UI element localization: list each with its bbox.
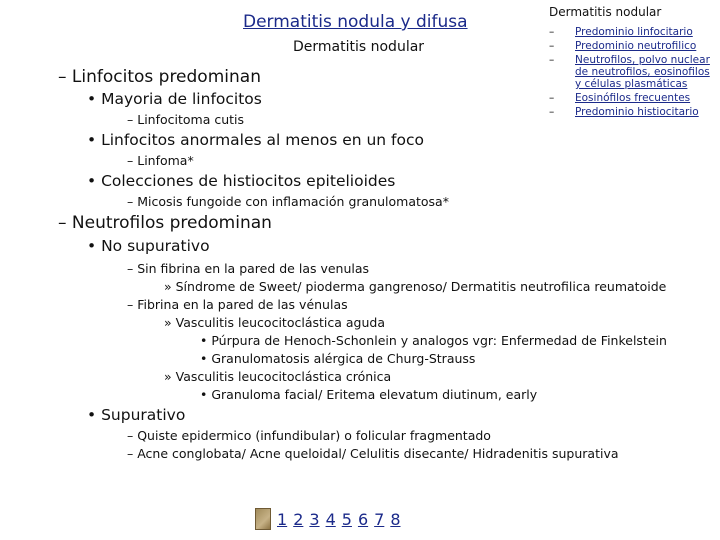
outline-l2-colecciones: • Colecciones de histiocitos epitelioides <box>87 172 396 190</box>
page-navigation <box>255 508 401 530</box>
side-link-neutrofilico[interactable]: Predominio neutrofilico <box>575 40 697 52</box>
outline-l3-fibrina: – Fibrina en la pared de las vénulas <box>127 297 348 312</box>
side-item <box>549 92 719 104</box>
outline-l2-anormales: • Linfocitos anormales al menos en un foco <box>87 131 424 149</box>
outline-l2-supurativo: • Supurativo <box>87 406 186 424</box>
outline-l2-mayoria: • Mayoria de linfocitos <box>87 90 262 108</box>
outline-l4-vasculitis-aguda: » Vasculitis leucocitoclástica aguda <box>164 315 385 330</box>
side-item <box>549 40 719 52</box>
outline-l1-linfocitos: – Linfocitos predominan <box>58 67 261 87</box>
page-subtitle: Dermatitis nodular <box>293 39 425 55</box>
page-link-7[interactable]: 7 <box>374 509 385 529</box>
outline-l4-sweet: » Síndrome de Sweet/ pioderma gangrenoso/ Dermatitis neutrofilica reumatoide <box>164 279 667 294</box>
page-link-1[interactable]: 1 <box>277 509 288 529</box>
outline-l3-sin-fibrina: – Sin fibrina en la pared de las venulas <box>127 261 370 276</box>
side-link-linfocitario[interactable]: Predominio linfocitario <box>575 26 693 38</box>
side-link-neutrofilos-eosinofilos[interactable]: Neutrofilos, polvo nuclear de neutrofilos, eosinofilos y células plasmáticas <box>575 54 710 90</box>
page-link-3[interactable]: 3 <box>309 509 320 529</box>
page-link-8[interactable]: 8 <box>390 509 401 529</box>
outline-l4-vasculitis-cronica: » Vasculitis leucocitoclástica crónica <box>164 369 392 384</box>
side-link-list <box>549 26 719 120</box>
outline-l2-no-supurativo: • No supurativo <box>87 237 210 255</box>
book-icon[interactable] <box>255 508 271 530</box>
outline-l5-purpura: • Púrpura de Henoch-Schonlein y analogos vgr: Enfermedad de Finkelstein <box>200 333 667 348</box>
page-link-6[interactable]: 6 <box>357 509 369 529</box>
outline-l5-granuloma-facial: • Granuloma facial/ Eritema elevatum diutinum, early <box>200 387 538 402</box>
side-item <box>549 106 719 118</box>
outline-l5-churg-strauss: • Granulomatosis alérgica de Churg-Strauss <box>200 351 476 366</box>
outline-l1-neutrofilos: – Neutrofilos predominan <box>58 213 272 233</box>
side-dash: – <box>549 92 555 104</box>
side-dash: – <box>549 54 555 66</box>
page-link-4[interactable]: 4 <box>325 509 336 529</box>
side-link-histiocitario[interactable]: Predominio histiocitario <box>575 106 699 118</box>
outline-l3-acne: – Acne conglobata/ Acne queloidal/ Celulitis disecante/ Hidradenitis supurativa <box>127 446 619 461</box>
outline-l3-linfocitoma: – Linfocitoma cutis <box>127 112 245 127</box>
outline-l3-micosis: – Micosis fungoide con inflamación granulomatosa* <box>127 194 449 209</box>
page-title[interactable]: Dermatitis nodula y difusa <box>243 12 468 32</box>
side-dash: – <box>549 26 555 38</box>
page-link-2[interactable]: 2 <box>293 509 304 529</box>
side-title: Dermatitis nodular <box>549 5 662 19</box>
page-link-5[interactable]: 5 <box>341 509 352 529</box>
outline-l3-linfoma: – Linfoma* <box>127 153 194 168</box>
side-item <box>549 26 719 38</box>
side-dash: – <box>549 106 555 118</box>
side-link-eosinofilos[interactable]: Eosinófilos frecuentes <box>575 92 691 104</box>
side-dash: – <box>549 40 555 52</box>
side-item <box>549 54 719 90</box>
outline-l3-quiste: – Quiste epidermico (infundibular) o folicular fragmentado <box>127 428 491 443</box>
